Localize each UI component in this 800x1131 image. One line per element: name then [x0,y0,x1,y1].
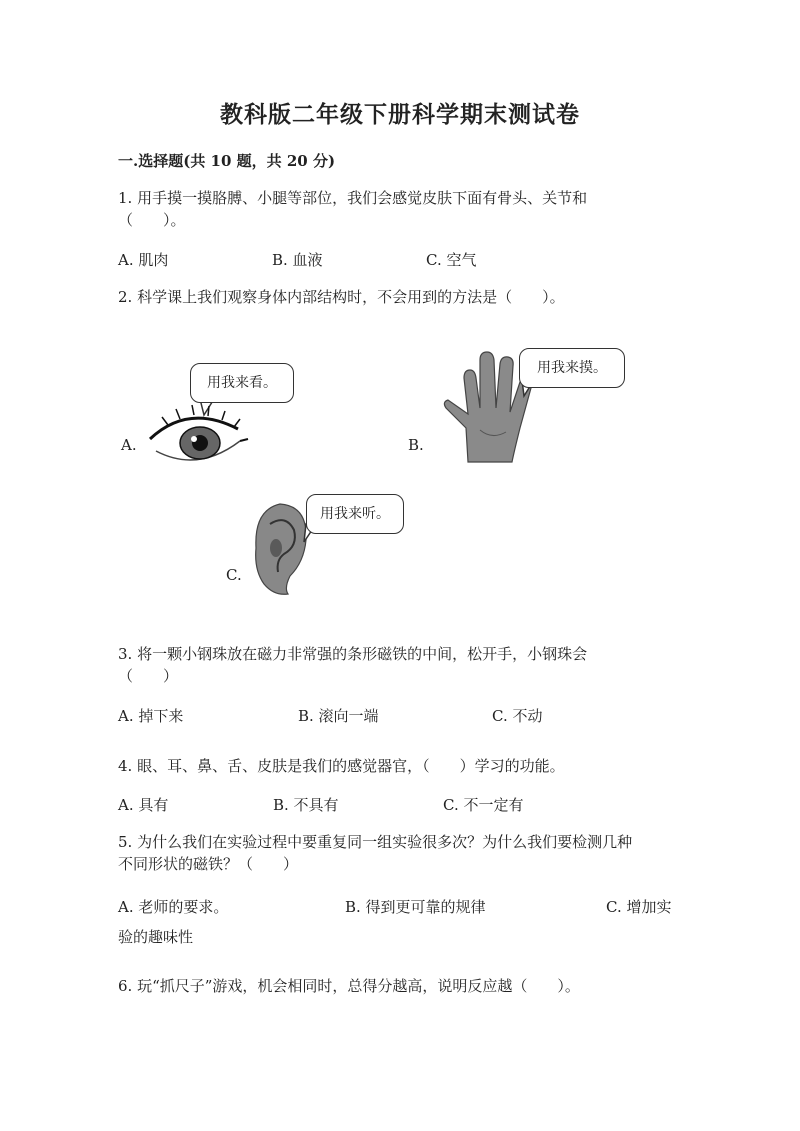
speech-bubble-see: 用我来看。 [190,363,294,403]
question-1-line-1: 1. 用手摸一摸胳膊、小腿等部位，我们会感觉皮肤下面有骨头、关节和 [118,189,588,207]
question-2-option-a: A. [121,436,137,454]
question-3-option-c: C. 不动 [492,707,543,725]
question-2-option-b: B. [408,436,424,454]
question-4-option-b: B. 不具有 [273,796,339,814]
speech-bubble-hear: 用我来听。 [306,494,404,534]
question-3-line-1: 3. 将一颗小钢珠放在磁力非常强的条形磁铁的中间，松开手，小钢珠会 [118,645,588,663]
question-6-line-1: 6. 玩“抓尺子”游戏，机会相同时，总得分越高，说明反应越（ ）。 [118,977,580,995]
question-5-line-1: 5. 为什么我们在实验过程中要重复同一组实验很多次？为什么我们要检测几种 [118,833,633,851]
question-5-option-c: C. 增加实 [606,898,672,916]
ear-illustration [250,500,310,600]
question-4-option-a: A. 具有 [118,796,169,814]
question-5-line-2: 不同形状的磁铁？（ ） [118,855,299,873]
question-1-option-b: B. 血液 [272,251,323,269]
question-2-option-c: C. [226,566,242,584]
question-1-option-a: A. 肌肉 [118,251,169,269]
question-1-line-2: （ ）。 [118,211,186,229]
question-2-line-1: 2. 科学课上我们观察身体内部结构时，不会用到的方法是（ ）。 [118,288,565,306]
question-5-option-b: B. 得到更可靠的规律 [345,898,486,916]
section-heading: 一.选择题(共 10 题，共 20 分) [118,152,336,170]
question-4-line-1: 4. 眼、耳、鼻、舌、皮肤是我们的感觉器官，（ ）学习的功能。 [118,757,565,775]
question-3-option-a: A. 掉下来 [118,707,184,725]
question-1-option-c: C. 空气 [426,251,477,269]
question-3-line-2: （ ） [118,667,179,685]
question-3-option-b: B. 滚向一端 [298,707,379,725]
question-4-option-c: C. 不一定有 [443,796,524,814]
question-5-option-a: A. 老师的要求。 [118,898,229,916]
question-5-option-c-continued: 验的趣味性 [118,928,194,946]
speech-bubble-touch: 用我来摸。 [519,348,625,388]
page-title: 教科版二年级下册科学期末测试卷 [220,101,580,128]
